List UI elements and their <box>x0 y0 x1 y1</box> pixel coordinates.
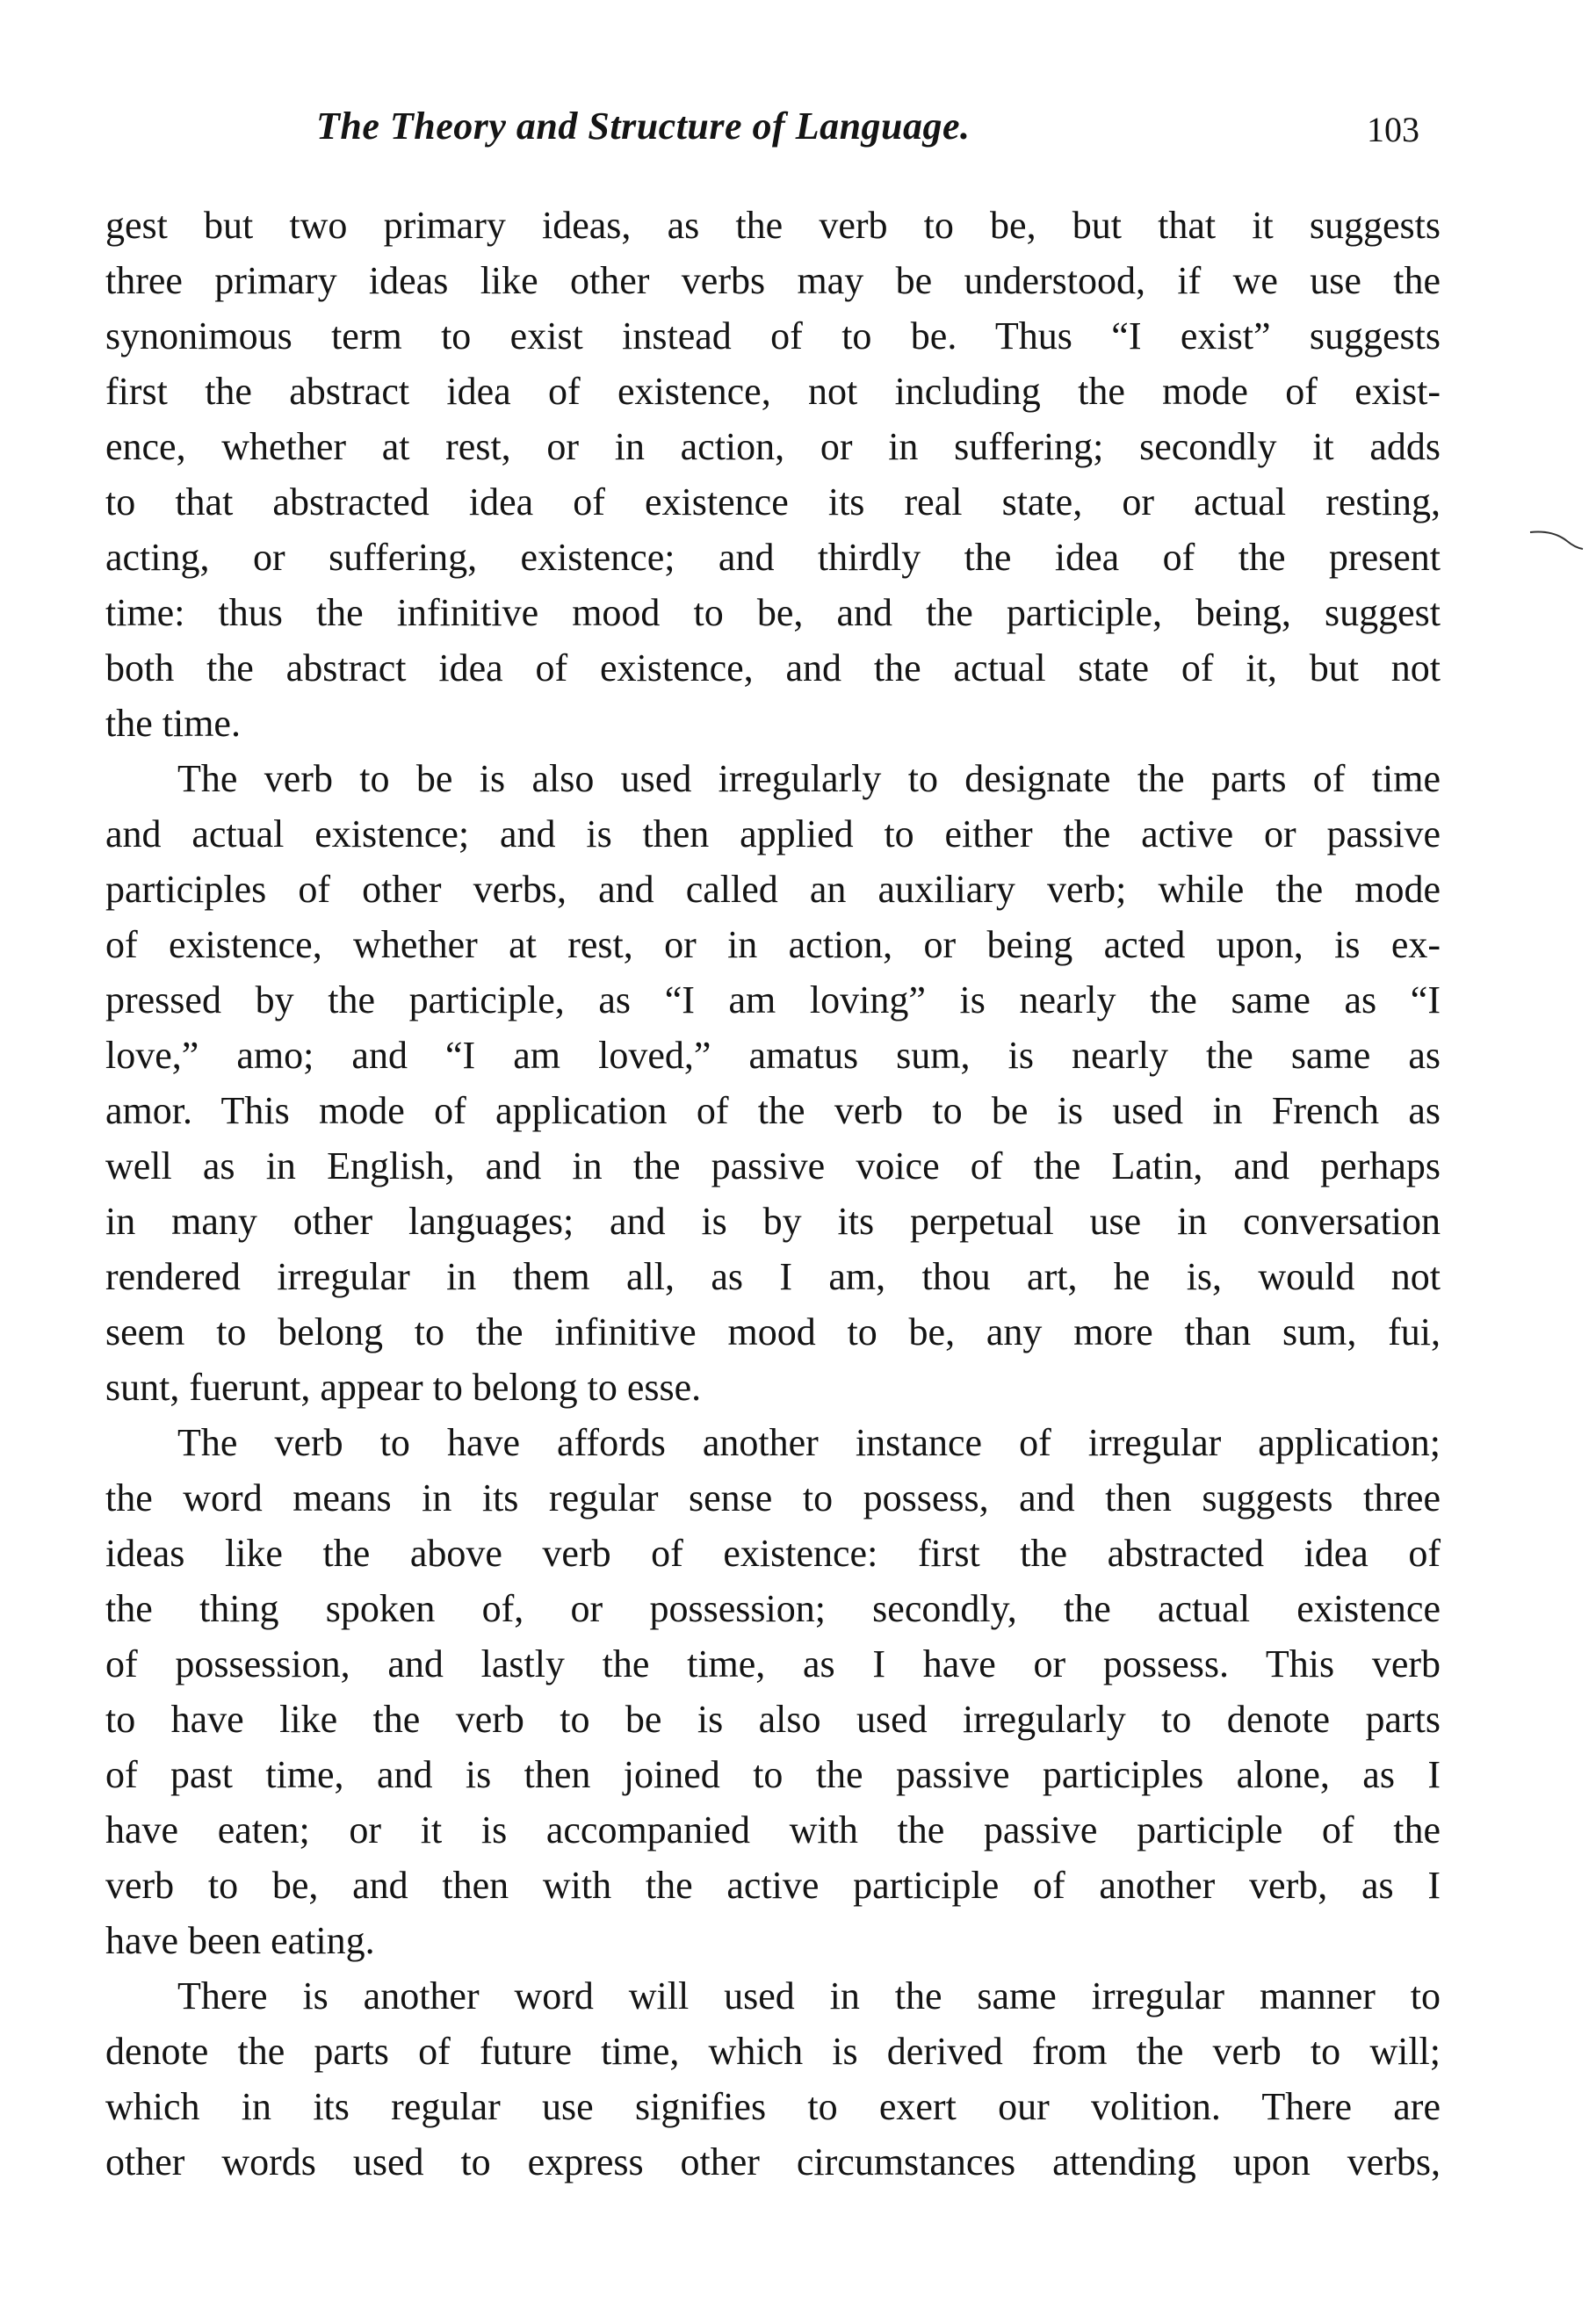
text-line: of possession, and lastly the time, as I have or possess. This verb <box>105 1642 1441 1685</box>
text-line: participles of other verbs, and called an auxiliary verb; while the mode <box>105 868 1441 911</box>
text-line: love,” amo; and “I am loved,” amatus sum, is nearly the same as <box>105 1034 1441 1077</box>
text-line: sunt, fuerunt, appear to belong to esse. <box>105 1366 702 1409</box>
text-line: and actual existence; and is then applied to either the active or passive <box>105 812 1441 855</box>
text-line: the word means in its regular sense to possess, and then suggests three <box>105 1476 1441 1519</box>
text-line: well as in English, and in the passive voice of the Latin, and perhaps <box>105 1144 1441 1187</box>
text-line: denote the parts of future time, which is derived from the verb to will; <box>105 2030 1441 2073</box>
text-line: which in its regular use signifies to exert our volition. There are <box>105 2085 1441 2128</box>
text-line: have eaten; or it is accompanied with the passive participle of the <box>105 1808 1441 1851</box>
text-line: the time. <box>105 702 241 745</box>
text-line: in many other languages; and is by its perpetual use in conversation <box>105 1200 1441 1243</box>
text-line: The verb to have affords another instance of irregular application; <box>177 1421 1441 1464</box>
text-line: rendered irregular in them all, as I am, thou art, he is, would not <box>105 1255 1441 1298</box>
text-line: synonimous term to exist instead of to be. Thus “I exist” suggests <box>105 314 1441 357</box>
text-line: three primary ideas like other verbs may be understood, if we use the <box>105 259 1441 302</box>
text-line: ideas like the above verb of existence: first the abstracted idea of <box>105 1532 1441 1575</box>
text-line: both the abstract idea of existence, and the actual state of it, but not <box>105 646 1441 689</box>
text-line: first the abstract idea of existence, not including the mode of exist- <box>105 370 1441 413</box>
text-line: ence, whether at rest, or in action, or in suffering; secondly it adds <box>105 425 1441 468</box>
text-line: The verb to be is also used irregularly to designate the parts of time <box>177 757 1441 800</box>
text-line: seem to belong to the infinitive mood to be, any more than sum, fui, <box>105 1310 1441 1353</box>
text-line: the thing spoken of, or possession; secondly, the actual existence <box>105 1587 1441 1630</box>
text-line: pressed by the participle, as “I am loving” is nearly the same as “I <box>105 978 1441 1021</box>
text-line: have been eating. <box>105 1919 375 1962</box>
text-line: to that abstracted idea of existence its real state, or actual resting, <box>105 480 1441 523</box>
marginal-pencil-mark-icon <box>1528 527 1585 553</box>
text-line: of past time, and is then joined to the passive participles alone, as I <box>105 1753 1441 1796</box>
text-line: gest but two primary ideas, as the verb to be, but that it suggests <box>105 204 1441 247</box>
text-line: time: thus the infinitive mood to be, and the participle, being, suggest <box>105 591 1441 634</box>
text-line: other words used to express other circumstances attending upon verbs, <box>105 2140 1441 2183</box>
page-number: 103 <box>1367 110 1419 149</box>
text-line: amor. This mode of application of the verb to be is used in French as <box>105 1089 1441 1132</box>
text-line: verb to be, and then with the active participle of another verb, as I <box>105 1864 1441 1907</box>
text-line: to have like the verb to be is also used irregularly to denote parts <box>105 1698 1441 1741</box>
text-line: There is another word will used in the same irregular manner to <box>177 1974 1441 2017</box>
running-head-title: The Theory and Structure of Language. <box>316 105 971 148</box>
text-line: of existence, whether at rest, or in action, or being acted upon, is ex- <box>105 923 1441 966</box>
text-line: acting, or suffering, existence; and thirdly the idea of the present <box>105 536 1441 579</box>
